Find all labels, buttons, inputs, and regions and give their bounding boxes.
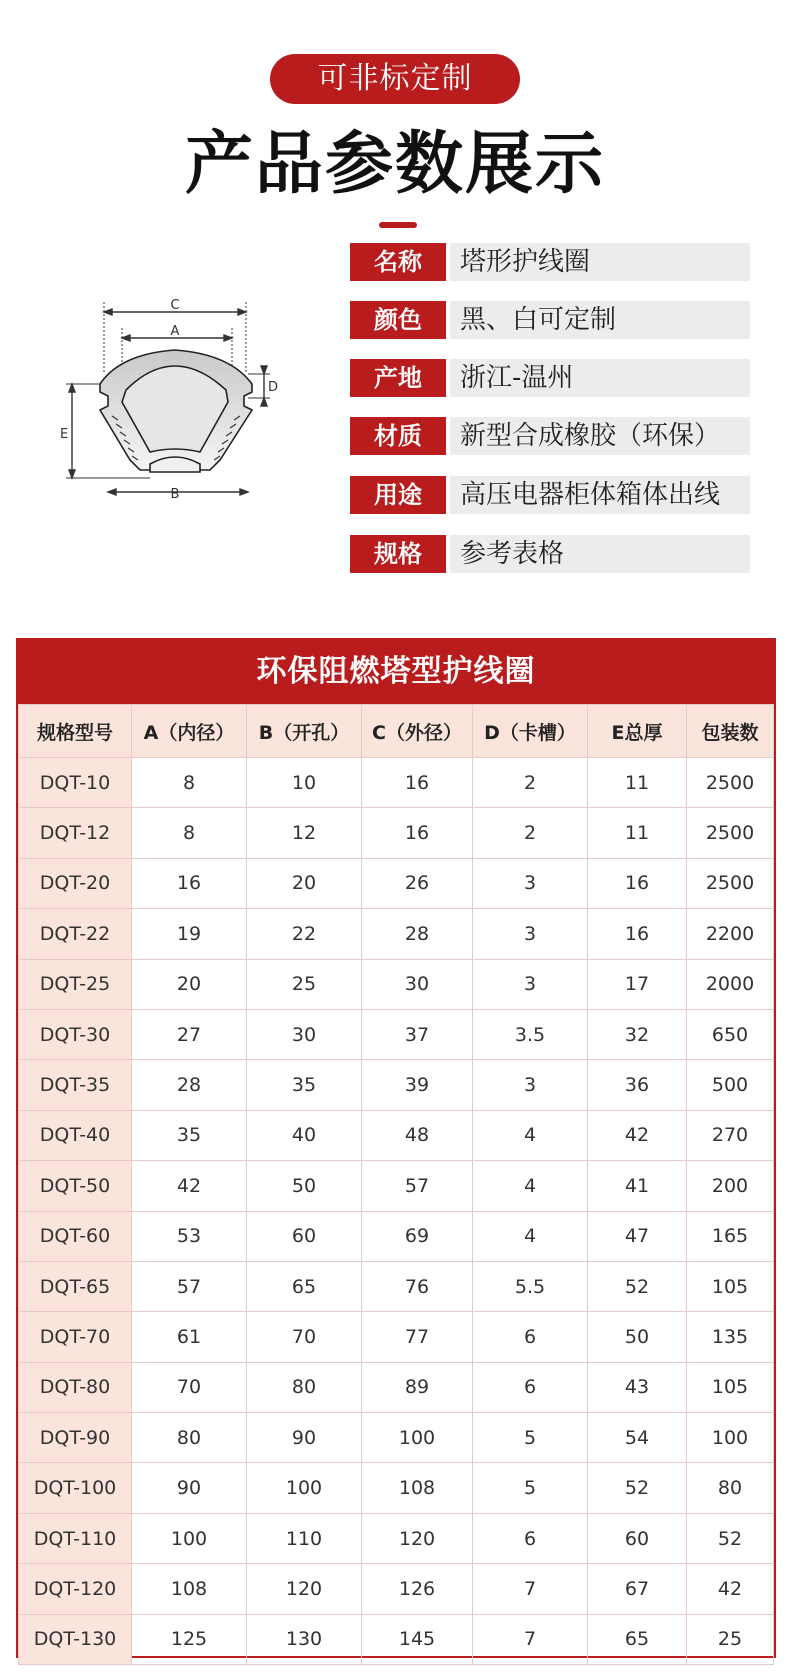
spec-label: 产地 [350, 359, 446, 397]
value-cell: 53 [132, 1211, 247, 1261]
dim-label-c: C [170, 298, 180, 313]
table-header-row [19, 705, 774, 758]
table-row [19, 1110, 774, 1160]
dim-label-b: B [170, 487, 180, 502]
value-cell: 90 [247, 1413, 362, 1463]
column-header: 规格型号 [19, 705, 132, 758]
value-cell: 3.5 [473, 1009, 588, 1059]
value-cell: 35 [132, 1110, 247, 1160]
value-cell: 67 [588, 1564, 687, 1614]
table-row [19, 1211, 774, 1261]
value-cell: 6 [473, 1362, 588, 1412]
value-cell: 5 [473, 1413, 588, 1463]
value-cell: 32 [588, 1009, 687, 1059]
value-cell: 2500 [687, 858, 774, 908]
value-cell: 7 [473, 1564, 588, 1614]
value-cell: 135 [687, 1312, 774, 1362]
value-cell: 28 [362, 909, 473, 959]
value-cell: 50 [588, 1312, 687, 1362]
value-cell: 25 [247, 959, 362, 1009]
spec-value: 高压电器柜体箱体出线 [450, 476, 750, 514]
value-cell: 80 [132, 1413, 247, 1463]
value-cell: 100 [687, 1413, 774, 1463]
value-cell: 126 [362, 1564, 473, 1614]
value-cell: 28 [132, 1060, 247, 1110]
value-cell: 57 [132, 1261, 247, 1311]
value-cell: 2 [473, 808, 588, 858]
model-cell: DQT-22 [19, 909, 132, 959]
spec-value: 塔形护线圈 [450, 243, 750, 281]
model-cell: DQT-130 [19, 1614, 132, 1664]
value-cell: 110 [247, 1513, 362, 1563]
value-cell: 42 [588, 1110, 687, 1160]
value-cell: 16 [132, 858, 247, 908]
value-cell: 22 [247, 909, 362, 959]
value-cell: 40 [247, 1110, 362, 1160]
value-cell: 2 [473, 758, 588, 808]
table-row [19, 909, 774, 959]
value-cell: 3 [473, 1060, 588, 1110]
value-cell: 650 [687, 1009, 774, 1059]
value-cell: 20 [132, 959, 247, 1009]
value-cell: 16 [588, 858, 687, 908]
spec-row-material [350, 417, 750, 455]
value-cell: 80 [687, 1463, 774, 1513]
value-cell: 12 [247, 808, 362, 858]
value-cell: 125 [132, 1614, 247, 1664]
value-cell: 6 [473, 1312, 588, 1362]
value-cell: 2200 [687, 909, 774, 959]
value-cell: 76 [362, 1261, 473, 1311]
spec-label: 用途 [350, 476, 446, 514]
value-cell: 52 [588, 1261, 687, 1311]
table-row [19, 1564, 774, 1614]
spec-value: 黑、白可定制 [450, 301, 750, 339]
dim-label-d: D [268, 380, 279, 395]
spec-label: 名称 [350, 243, 446, 281]
model-cell: DQT-40 [19, 1110, 132, 1160]
value-cell: 500 [687, 1060, 774, 1110]
value-cell: 35 [247, 1060, 362, 1110]
model-cell: DQT-25 [19, 959, 132, 1009]
value-cell: 5.5 [473, 1261, 588, 1311]
value-cell: 65 [588, 1614, 687, 1664]
product-dimension-diagram [60, 298, 280, 540]
value-cell: 4 [473, 1110, 588, 1160]
value-cell: 165 [687, 1211, 774, 1261]
value-cell: 120 [247, 1564, 362, 1614]
column-header: D（卡槽） [473, 705, 588, 758]
value-cell: 61 [132, 1312, 247, 1362]
value-cell: 52 [588, 1463, 687, 1513]
value-cell: 41 [588, 1161, 687, 1211]
table-title: 环保阻燃塔型护线圈 [18, 640, 774, 704]
table-row [19, 1060, 774, 1110]
value-cell: 42 [132, 1161, 247, 1211]
value-cell: 65 [247, 1261, 362, 1311]
column-header: 包装数 [687, 705, 774, 758]
value-cell: 90 [132, 1463, 247, 1513]
value-cell: 120 [362, 1513, 473, 1563]
grommet-drawing [60, 298, 280, 540]
value-cell: 42 [687, 1564, 774, 1614]
model-cell: DQT-100 [19, 1463, 132, 1513]
value-cell: 17 [588, 959, 687, 1009]
model-cell: DQT-70 [19, 1312, 132, 1362]
spec-label: 颜色 [350, 301, 446, 339]
value-cell: 10 [247, 758, 362, 808]
value-cell: 6 [473, 1513, 588, 1563]
dim-label-e: E [60, 427, 69, 442]
table-row [19, 808, 774, 858]
spec-label: 材质 [350, 417, 446, 455]
table-row [19, 1009, 774, 1059]
value-cell: 2500 [687, 808, 774, 858]
value-cell: 37 [362, 1009, 473, 1059]
value-cell: 2000 [687, 959, 774, 1009]
grommet-body [100, 350, 252, 472]
value-cell: 11 [588, 758, 687, 808]
value-cell: 80 [247, 1362, 362, 1412]
table-row [19, 1413, 774, 1463]
value-cell: 70 [132, 1362, 247, 1412]
model-cell: DQT-60 [19, 1211, 132, 1261]
table-row [19, 1513, 774, 1563]
title-divider [379, 222, 417, 228]
spec-row-color [350, 301, 750, 339]
value-cell: 57 [362, 1161, 473, 1211]
table-row [19, 1161, 774, 1211]
value-cell: 20 [247, 858, 362, 908]
value-cell: 69 [362, 1211, 473, 1261]
value-cell: 16 [362, 758, 473, 808]
spec-value: 参考表格 [450, 535, 750, 573]
dim-label-a: A [170, 324, 180, 339]
value-cell: 5 [473, 1463, 588, 1513]
value-cell: 52 [687, 1513, 774, 1563]
model-cell: DQT-20 [19, 858, 132, 908]
spec-row-origin [350, 359, 750, 397]
model-cell: DQT-50 [19, 1161, 132, 1211]
value-cell: 25 [687, 1614, 774, 1664]
model-cell: DQT-12 [19, 808, 132, 858]
model-cell: DQT-10 [19, 758, 132, 808]
value-cell: 100 [362, 1413, 473, 1463]
table-row [19, 1312, 774, 1362]
column-header: B（开孔） [247, 705, 362, 758]
value-cell: 16 [588, 909, 687, 959]
value-cell: 39 [362, 1060, 473, 1110]
spec-row-name [350, 243, 750, 281]
value-cell: 77 [362, 1312, 473, 1362]
value-cell: 4 [473, 1161, 588, 1211]
spec-table [16, 638, 776, 1658]
value-cell: 19 [132, 909, 247, 959]
model-cell: DQT-65 [19, 1261, 132, 1311]
value-cell: 200 [687, 1161, 774, 1211]
spec-value: 新型合成橡胶（环保） [450, 417, 750, 455]
column-header: E总厚 [588, 705, 687, 758]
value-cell: 100 [132, 1513, 247, 1563]
table-row [19, 1463, 774, 1513]
table-row [19, 1261, 774, 1311]
value-cell: 60 [247, 1211, 362, 1261]
spec-row-usage [350, 476, 750, 514]
value-cell: 108 [132, 1564, 247, 1614]
model-cell: DQT-90 [19, 1413, 132, 1463]
value-cell: 60 [588, 1513, 687, 1563]
value-cell: 16 [362, 808, 473, 858]
dimension-table [18, 704, 774, 1665]
value-cell: 27 [132, 1009, 247, 1059]
page-title: 产品参数展示 [184, 125, 605, 204]
table-row [19, 1614, 774, 1664]
customizable-badge: 可非标定制 [270, 54, 520, 104]
model-cell: DQT-120 [19, 1564, 132, 1614]
table-row [19, 1362, 774, 1412]
table-body [19, 758, 774, 1665]
value-cell: 26 [362, 858, 473, 908]
spec-row-spec [350, 535, 750, 573]
value-cell: 4 [473, 1211, 588, 1261]
value-cell: 8 [132, 758, 247, 808]
spec-value: 浙江-温州 [450, 359, 750, 397]
value-cell: 3 [473, 959, 588, 1009]
table-row [19, 858, 774, 908]
value-cell: 48 [362, 1110, 473, 1160]
model-cell: DQT-110 [19, 1513, 132, 1563]
column-header: A（内径） [132, 705, 247, 758]
column-header: C（外径） [362, 705, 473, 758]
table-row [19, 959, 774, 1009]
value-cell: 108 [362, 1463, 473, 1513]
model-cell: DQT-80 [19, 1362, 132, 1412]
value-cell: 89 [362, 1362, 473, 1412]
value-cell: 130 [247, 1614, 362, 1664]
value-cell: 145 [362, 1614, 473, 1664]
spec-label: 规格 [350, 535, 446, 573]
value-cell: 3 [473, 909, 588, 959]
value-cell: 70 [247, 1312, 362, 1362]
value-cell: 43 [588, 1362, 687, 1412]
model-cell: DQT-30 [19, 1009, 132, 1059]
value-cell: 30 [362, 959, 473, 1009]
value-cell: 100 [247, 1463, 362, 1513]
value-cell: 30 [247, 1009, 362, 1059]
value-cell: 11 [588, 808, 687, 858]
model-cell: DQT-35 [19, 1060, 132, 1110]
value-cell: 2500 [687, 758, 774, 808]
value-cell: 50 [247, 1161, 362, 1211]
value-cell: 7 [473, 1614, 588, 1664]
value-cell: 47 [588, 1211, 687, 1261]
value-cell: 8 [132, 808, 247, 858]
value-cell: 36 [588, 1060, 687, 1110]
value-cell: 54 [588, 1413, 687, 1463]
value-cell: 105 [687, 1362, 774, 1412]
value-cell: 270 [687, 1110, 774, 1160]
value-cell: 3 [473, 858, 588, 908]
value-cell: 105 [687, 1261, 774, 1311]
table-row [19, 758, 774, 808]
